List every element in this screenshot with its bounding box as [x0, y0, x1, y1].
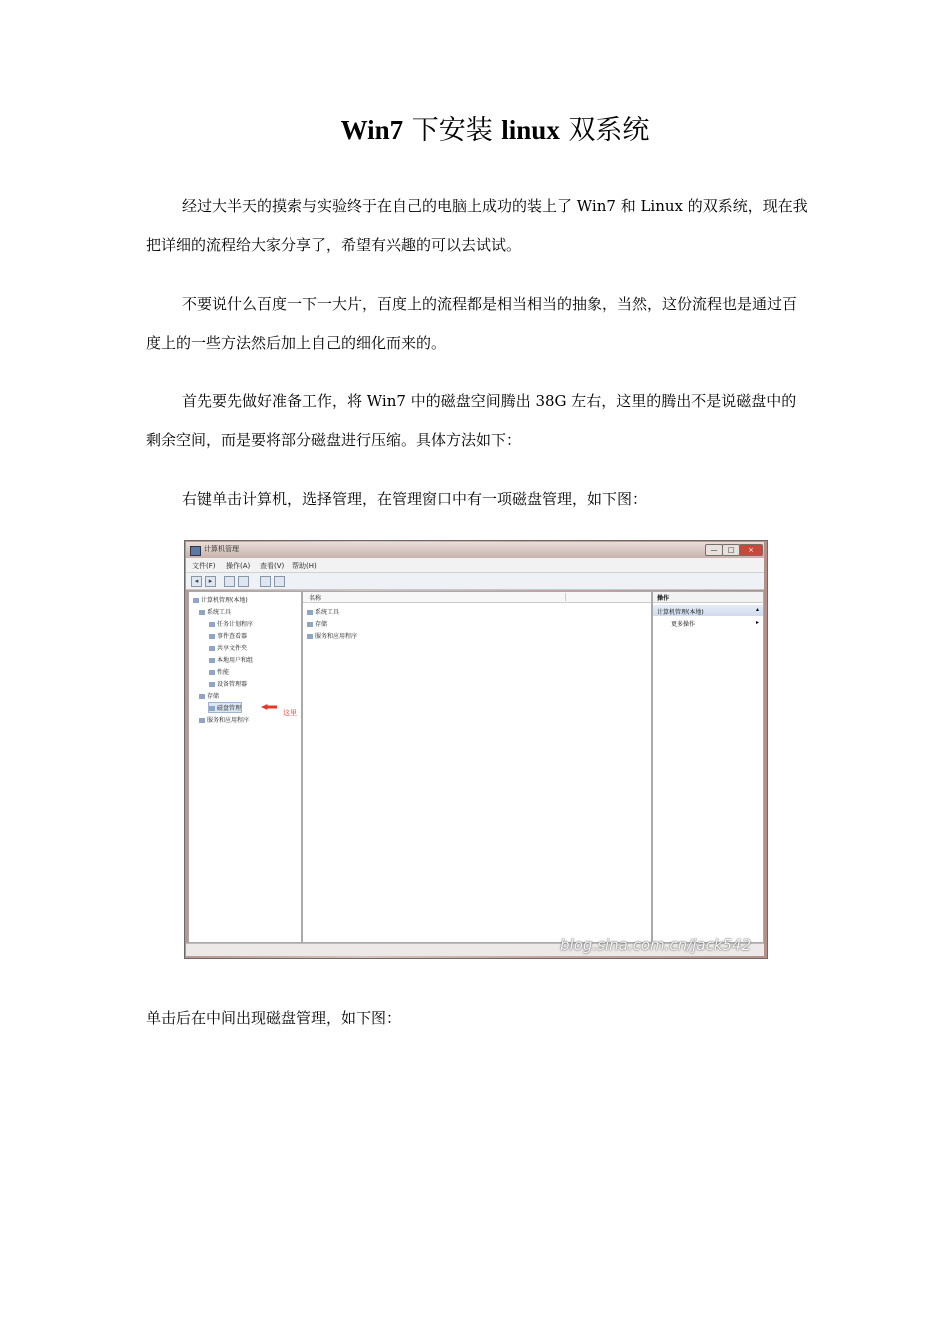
- list-item[interactable]: [307, 631, 357, 640]
- menu-view[interactable]: 查看(V): [260, 562, 285, 570]
- actions-pane: [652, 591, 764, 943]
- tree-item-shared-folders[interactable]: [209, 643, 247, 652]
- tree-label: 共享文件夹: [217, 645, 248, 652]
- column-separator: [565, 593, 566, 601]
- list-item-label: 服务和应用程序: [315, 633, 358, 640]
- window-title: 计算机管理: [204, 545, 239, 553]
- tree-label: 服务和应用程序: [207, 717, 250, 724]
- computer-management-screenshot: [184, 540, 768, 959]
- paragraph-intro: 经过大半天的摸索与实验终于在自己的电脑上成功的装上了 Win7 和 Linux 的双系统，现在我把详细的流程给大家分享了，希望有兴趣的可以去试试。: [146, 197, 808, 254]
- column-name-header[interactable]: 名称: [309, 595, 322, 602]
- clock-icon: [209, 622, 215, 627]
- tree-label: 计算机管理(本地): [201, 597, 248, 604]
- list-item[interactable]: [307, 619, 327, 628]
- tree-item-system-tools[interactable]: [199, 607, 231, 616]
- actions-title: 操作: [657, 595, 670, 602]
- disk-icon: [209, 706, 215, 711]
- tree-item-event-viewer[interactable]: [209, 631, 247, 640]
- menu-action[interactable]: 操作(A): [226, 562, 251, 570]
- back-arrow-icon[interactable]: ◂: [191, 576, 202, 587]
- tools-icon: [307, 610, 313, 615]
- document-title: [0, 112, 950, 149]
- menu-help[interactable]: 帮助(H): [292, 562, 317, 570]
- tree-item-device-manager[interactable]: [209, 679, 247, 688]
- properties-icon[interactable]: [274, 576, 285, 587]
- up-folder-icon[interactable]: [224, 576, 235, 587]
- tree-item-local-users[interactable]: [209, 655, 253, 664]
- tree-item-root[interactable]: [193, 595, 248, 604]
- tree-label: 本地用户和组: [217, 657, 254, 664]
- device-icon: [209, 682, 215, 687]
- event-icon: [209, 634, 215, 639]
- navigation-tree: [188, 591, 302, 943]
- chevron-right-icon: ▸: [755, 619, 759, 626]
- list-item-label: 存储: [315, 621, 328, 628]
- storage-icon: [307, 622, 313, 627]
- content-list: [302, 591, 652, 943]
- storage-icon: [199, 694, 205, 699]
- tree-label: 任务计划程序: [217, 621, 254, 628]
- menu-file[interactable]: 文件(F): [192, 562, 216, 570]
- title-linux: linux: [501, 115, 560, 145]
- title-part: 双系统: [559, 115, 650, 146]
- actions-header: [653, 592, 763, 603]
- paragraph-step-disk: 单击后在中间出现磁盘管理，如下图：: [146, 1009, 402, 1027]
- maximize-button[interactable]: □: [722, 544, 740, 556]
- window-titlebar: [186, 542, 764, 558]
- list-item-label: 系统工具: [315, 609, 340, 616]
- tree-label: 系统工具: [207, 609, 232, 616]
- tree-label: 存储: [207, 693, 220, 700]
- users-icon: [209, 658, 215, 663]
- show-tree-icon[interactable]: [238, 576, 249, 587]
- computer-icon: [193, 598, 199, 603]
- red-arrow-icon: [261, 704, 277, 710]
- tree-item-disk-management[interactable]: [209, 703, 241, 712]
- gauge-icon: [209, 670, 215, 675]
- tree-label: 事件查看器: [217, 633, 248, 640]
- callout-label: 这里: [283, 709, 297, 717]
- list-item[interactable]: [307, 607, 339, 616]
- services-icon: [307, 634, 313, 639]
- computer-management-icon: [190, 546, 201, 556]
- tree-item-performance[interactable]: [209, 667, 229, 676]
- collapse-icon[interactable]: ▴: [755, 606, 759, 613]
- close-button[interactable]: ×: [739, 544, 763, 556]
- minimize-button[interactable]: —: [705, 544, 723, 556]
- folder-icon: [209, 646, 215, 651]
- tree-label: 设备管理器: [217, 681, 248, 688]
- title-win7: Win7: [340, 115, 404, 145]
- watermark: blog.sina.com.cn/jack542: [560, 936, 752, 954]
- paragraph-note: 不要说什么百度一下一大片，百度上的流程都是相当相当的抽象，当然，这份流程也是通过百度上的一些方法然后加上自己的细化而来的。: [146, 295, 798, 352]
- forward-arrow-icon[interactable]: ▸: [205, 576, 216, 587]
- actions-section-label: 计算机管理(本地): [657, 609, 704, 616]
- computer-management-window: [186, 542, 764, 955]
- more-actions-item[interactable]: 更多操作: [671, 621, 696, 628]
- help-icon[interactable]: [260, 576, 271, 587]
- tree-item-storage[interactable]: [199, 691, 219, 700]
- tools-icon: [199, 610, 205, 615]
- paragraph-step-manage: 右键单击计算机，选择管理，在管理窗口中有一项磁盘管理，如下图：: [182, 490, 648, 508]
- title-part: 下安装: [403, 115, 502, 146]
- paragraph-preparation: 首先要先做好准备工作，将 Win7 中的磁盘空间腾出 38G 左右，这里的腾出不是说磁盘中的剩余空间，而是要将部分磁盘进行压缩。具体方法如下：: [146, 392, 797, 449]
- tree-item-task-scheduler[interactable]: [209, 619, 253, 628]
- services-icon: [199, 718, 205, 723]
- actions-section[interactable]: [653, 605, 763, 616]
- list-header: [303, 592, 651, 603]
- tree-item-services-apps[interactable]: [199, 715, 249, 724]
- tree-label: 磁盘管理: [217, 705, 242, 712]
- tree-label: 性能: [217, 669, 230, 676]
- menu-bar: [186, 558, 764, 573]
- toolbar: [186, 573, 764, 590]
